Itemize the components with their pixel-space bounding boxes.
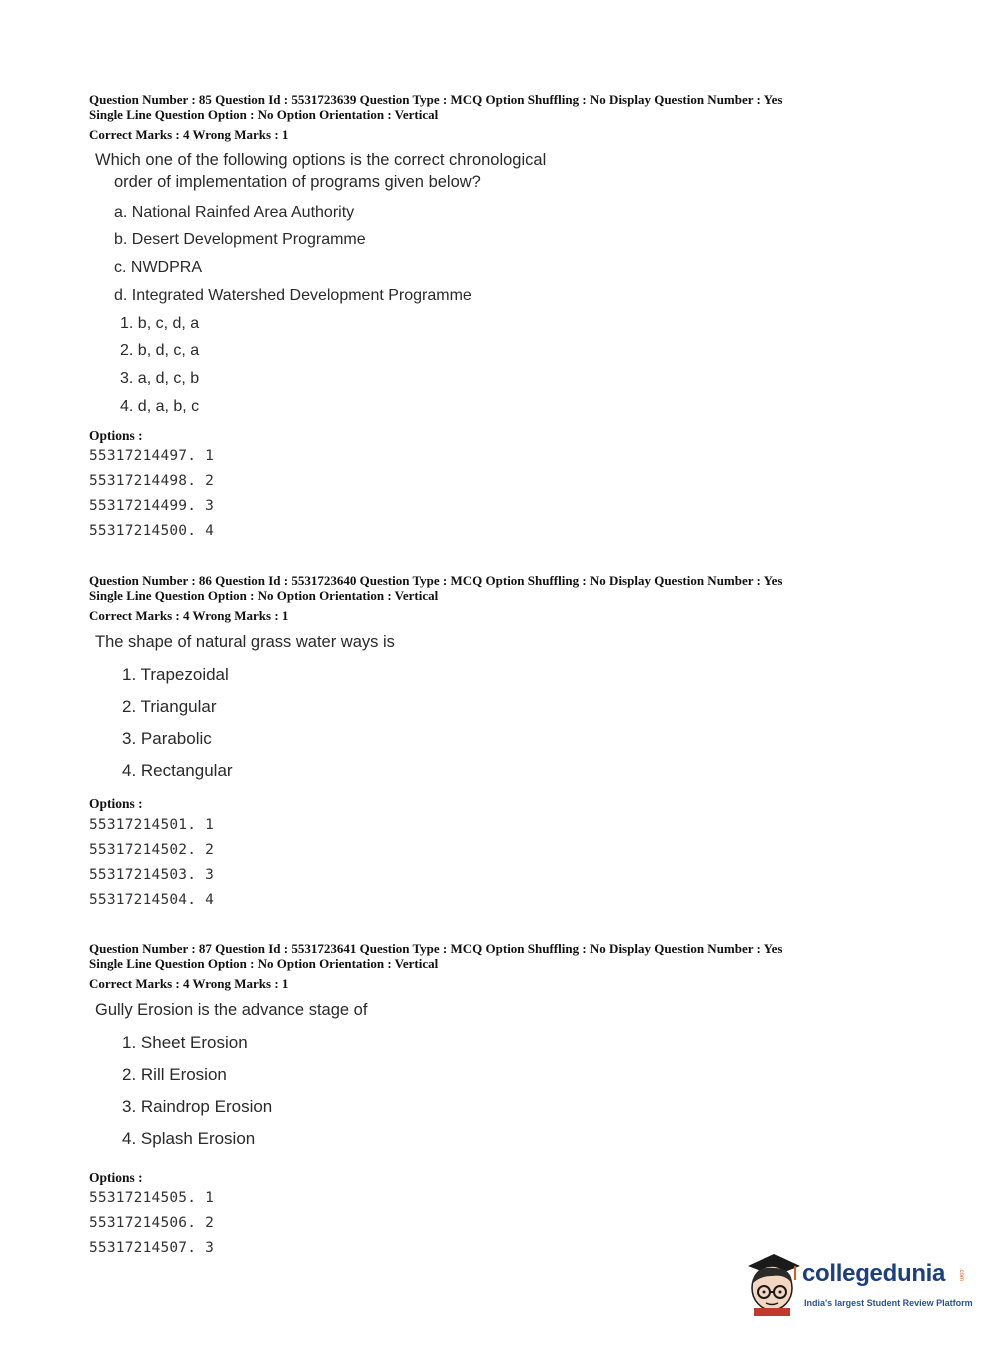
question-meta: Question Number : 87 Question Id : 5531723641 Question Type : MCQ Option Shuffling : No Display Question Number : Yes [89,941,783,956]
option-id: 55317214502. 2 [89,842,215,858]
option-id: 55317214504. 4 [89,892,215,908]
question-text: The shape of natural grass water ways is [95,633,395,651]
option-id: 55317214507. 3 [89,1240,215,1256]
collegedunia-logo [742,1248,972,1328]
options-label: Options : [89,796,143,811]
logo-suffix: .com [958,1268,964,1282]
option-id: 55317214499. 3 [89,498,215,514]
question-marks: Correct Marks : 4 Wrong Marks : 1 [89,608,289,623]
question-meta-line2: Single Line Question Option : No Option Orientation : Vertical [89,588,439,603]
option-id: 55317214505. 1 [89,1190,215,1206]
answer-choice: 2. b, d, c, a [120,342,200,359]
answer-choice: 3. Raindrop Erosion [122,1097,273,1116]
answer-choice: 4. Rectangular [122,761,233,780]
answer-choice: 1. b, c, d, a [120,315,200,332]
question-meta: Question Number : 86 Question Id : 5531723640 Question Type : MCQ Option Shuffling : No Display Question Number : Yes [89,573,783,588]
answer-choice: 3. Parabolic [122,729,212,748]
question-text: Which one of the following options is the correct chronological [95,151,547,169]
mascot-icon [742,1248,802,1318]
question-marks: Correct Marks : 4 Wrong Marks : 1 [89,127,289,142]
sub-item: b. Desert Development Programme [114,231,366,248]
logo-tagline: India's largest Student Review Platform [804,1298,973,1308]
option-id: 55317214501. 1 [89,817,215,833]
question-meta-line2: Single Line Question Option : No Option Orientation : Vertical [89,107,439,122]
option-id: 55317214506. 2 [89,1215,215,1231]
answer-choice: 3. a, d, c, b [120,370,200,387]
option-id: 55317214497. 1 [89,448,215,464]
sub-item: c. NWDPRA [114,259,202,276]
answer-choice: 1. Trapezoidal [122,665,229,684]
question-text-line2: order of implementation of programs given below? [114,173,481,191]
logo-name: collegedunia [802,1260,946,1287]
question-marks: Correct Marks : 4 Wrong Marks : 1 [89,976,289,991]
options-label: Options : [89,1170,143,1185]
option-id: 55317214500. 4 [89,523,215,539]
question-meta-line2: Single Line Question Option : No Option Orientation : Vertical [89,956,439,971]
sub-item: a. National Rainfed Area Authority [114,204,355,221]
option-id: 55317214498. 2 [89,473,215,489]
answer-choice: 2. Rill Erosion [122,1065,227,1084]
sub-item: d. Integrated Watershed Development Programme [114,287,472,304]
answer-choice: 4. Splash Erosion [122,1129,256,1148]
answer-choice: 2. Triangular [122,697,217,716]
answer-choice: 1. Sheet Erosion [122,1033,248,1052]
options-label: Options : [89,428,143,443]
question-meta: Question Number : 85 Question Id : 5531723639 Question Type : MCQ Option Shuffling : No Display Question Number : Yes [89,92,783,107]
option-id: 55317214503. 3 [89,867,215,883]
question-text: Gully Erosion is the advance stage of [95,1001,368,1019]
answer-choice: 4. d, a, b, c [120,398,200,415]
